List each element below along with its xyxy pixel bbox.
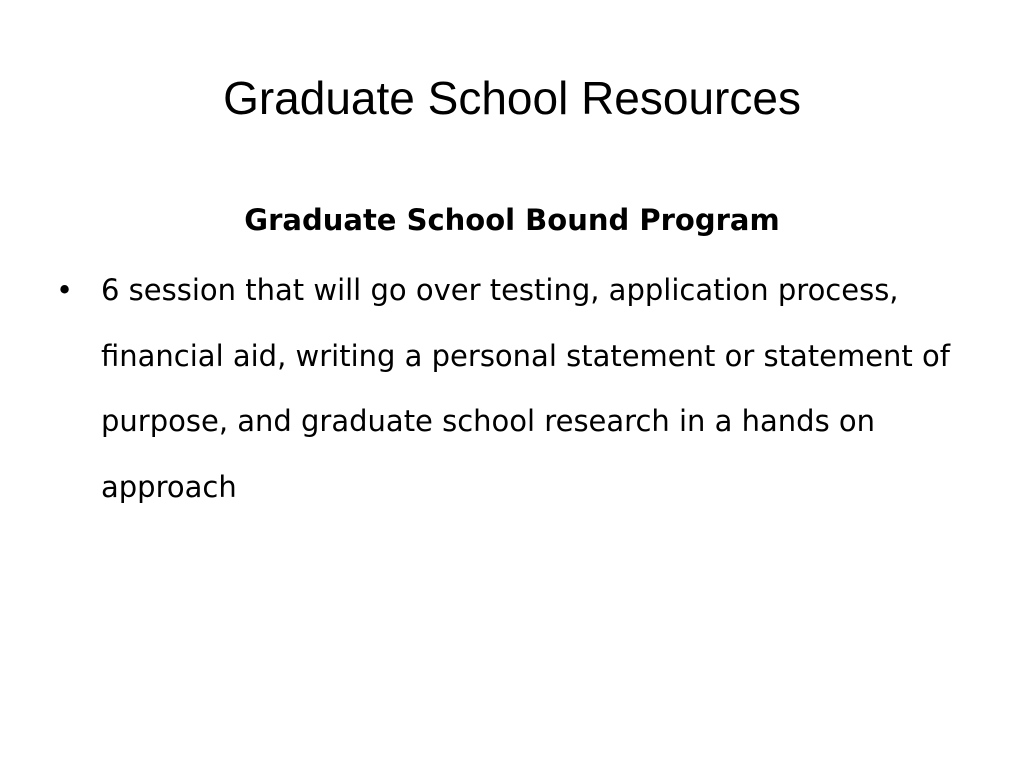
- bullet-marker: •: [56, 273, 74, 307]
- bullet-item: [56, 258, 956, 520]
- slide-title: Graduate School Resources: [223, 72, 801, 124]
- slide-subheading: Graduate School Bound Program: [244, 203, 780, 237]
- bullet-text: 6 session that will go over testing, application process, financial aid, writing a personal statement or statement of purpose, and graduate school research in a hands on approach: [101, 273, 950, 504]
- bullet-list: [56, 258, 956, 520]
